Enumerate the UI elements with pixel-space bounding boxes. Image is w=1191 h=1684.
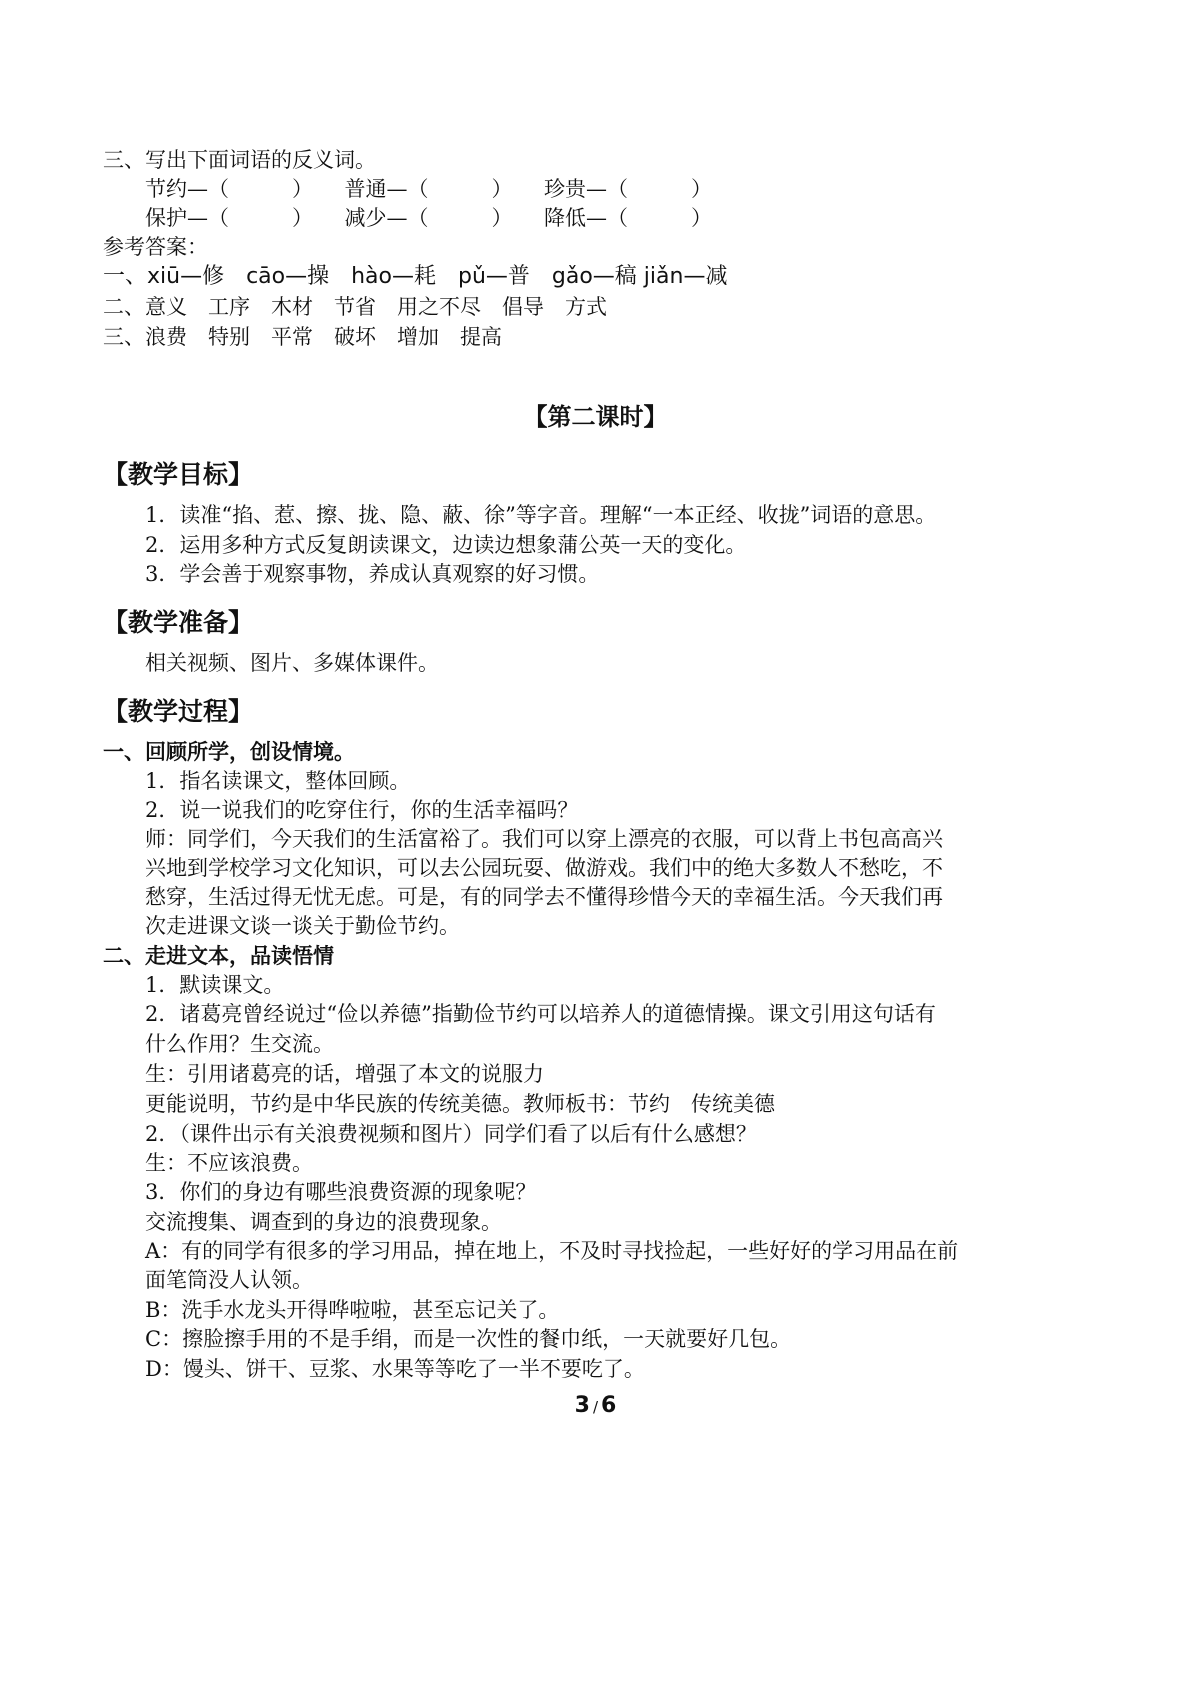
objective-item: 1．读准“掐、惹、擦、拢、隐、蔽、徐”等字音。理解“一本正经、收拢”词语的意思。 [145,503,937,527]
step-line: 2．说一说我们的吃穿住行，你的生活幸福吗？ [145,798,579,822]
step-line: C：擦脸擦手用的不是手绢，而是一次性的餐巾纸，一天就要好几包。 [145,1327,792,1351]
step-line: 什么作用？生交流。 [145,1032,334,1056]
answer-line: 三、浪费 特别 平常 破坏 增加 提高 [103,325,502,349]
step-line: 次走进课文谈一谈关于勤俭节约。 [145,914,460,938]
step-line: 交流搜集、调查到的身边的浪费现象。 [145,1210,502,1234]
exercise-row: 保护—（ ） 减少—（ ） 降低—（ ） [145,206,712,230]
objectives-heading: 【教学目标】 [103,460,254,489]
step-line: 3．你们的身边有哪些浪费资源的现象呢？ [145,1180,537,1204]
step-line: 1．默读课文。 [145,973,285,997]
step-line: 2．诸葛亮曾经说过“俭以养德”指勤俭节约可以培养人的道德情操。课文引用这句话有 [145,1002,936,1026]
step-line: A：有的同学有很多的学习用品，掉在地上，不及时寻找捡起，一些好好的学习用品在前 [145,1239,959,1263]
lesson-title: 【第二课时】 [523,403,668,431]
preparation-text: 相关视频、图片、多媒体课件。 [145,651,439,675]
page-number [0,1393,1191,1418]
step-title: 一、回顾所学，创设情境。 [103,740,355,764]
preparation-heading: 【教学准备】 [103,608,254,637]
step-line: 兴地到学校学习文化知识，可以去公园玩耍、做游戏。我们中的绝大多数人不愁吃，不 [145,856,943,880]
objective-item: 2．运用多种方式反复朗读课文，边读边想象蒲公英一天的变化。 [145,533,747,557]
process-heading: 【教学过程】 [103,697,254,726]
page-separator: / [592,1398,599,1416]
step-line: 更能说明，节约是中华民族的传统美德。教师板书：节约 传统美德 [145,1092,775,1116]
step-line: 生：不应该浪费。 [145,1151,313,1175]
step-line: 1．指名读课文，整体回顾。 [145,769,411,793]
exercise-row: 节约—（ ） 普通—（ ） 珍贵—（ ） [145,177,712,201]
step-line: 2．（课件出示有关浪费视频和图片）同学们看了以后有什么感想？ [145,1122,757,1146]
objective-item: 3．学会善于观察事物，养成认真观察的好习惯。 [145,562,600,586]
step-line: 师：同学们，今天我们的生活富裕了。我们可以穿上漂亮的衣服，可以背上书包高高兴 [145,827,943,851]
step-line: 面笔筒没人认领。 [145,1268,313,1292]
exercise-heading: 三、写出下面词语的反义词。 [103,148,376,172]
answers-label: 参考答案： [103,235,208,259]
step-line: B：洗手水龙头开得哗啦啦，甚至忘记关了。 [145,1298,560,1322]
answer-line: 二、意义 工序 木材 节省 用之不尽 倡导 方式 [103,295,607,319]
step-title: 二、走进文本，品读悟情 [103,944,334,968]
step-line: D：馒头、饼干、豆浆、水果等等吃了一半不要吃了。 [145,1357,645,1381]
current-page: 3 [574,1393,590,1418]
step-line: 生：引用诸葛亮的话，增强了本文的说服力 [145,1062,544,1086]
total-pages: 6 [601,1393,617,1418]
answer-line: 一、xiū—修 cāo—操 hào—耗 pǔ—普 gǎo—稿 jiǎn—减 [103,264,728,289]
step-line: 愁穿，生活过得无忧无虑。可是，有的同学去不懂得珍惜今天的幸福生活。今天我们再 [145,885,943,909]
